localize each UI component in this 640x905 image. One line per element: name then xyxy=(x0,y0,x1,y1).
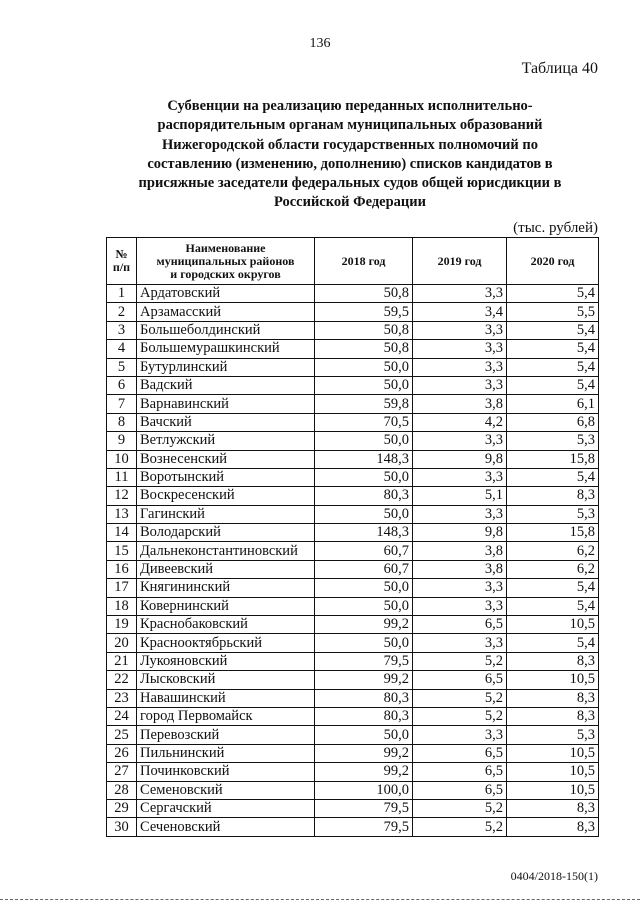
row-value-2020: 5,3 xyxy=(507,505,599,523)
row-name: Навашинский xyxy=(137,689,315,707)
title-line: Субвенции на реализацию переданных исполнительно- xyxy=(167,98,533,114)
table-row xyxy=(107,616,599,634)
table-row xyxy=(107,376,599,394)
table-row xyxy=(107,285,599,303)
row-name: Арзамасский xyxy=(137,303,315,321)
row-value-2018: 99,2 xyxy=(315,671,413,689)
table-row xyxy=(107,763,599,781)
table-row xyxy=(107,579,599,597)
row-value-2020: 6,2 xyxy=(507,560,599,578)
row-value-2018: 50,0 xyxy=(315,634,413,652)
header-number-line: п/п xyxy=(112,260,131,274)
table-row xyxy=(107,358,599,376)
table-row xyxy=(107,321,599,339)
row-value-2018: 50,0 xyxy=(315,597,413,615)
row-value-2018: 59,8 xyxy=(315,395,413,413)
header-number xyxy=(107,238,137,285)
row-value-2019: 3,3 xyxy=(413,358,507,376)
row-number: 7 xyxy=(107,395,137,413)
table-row xyxy=(107,395,599,413)
row-name: Дальнеконстантиновский xyxy=(137,542,315,560)
row-value-2018: 79,5 xyxy=(315,652,413,670)
row-number: 26 xyxy=(107,744,137,762)
row-value-2018: 148,3 xyxy=(315,524,413,542)
row-name: Сеченовский xyxy=(137,818,315,836)
row-value-2019: 3,4 xyxy=(413,303,507,321)
row-number: 16 xyxy=(107,560,137,578)
row-value-2020: 15,8 xyxy=(507,450,599,468)
row-number: 23 xyxy=(107,689,137,707)
row-value-2019: 3,3 xyxy=(413,468,507,486)
row-number: 14 xyxy=(107,524,137,542)
row-value-2019: 5,1 xyxy=(413,487,507,505)
header-2020: 2020 год xyxy=(507,238,599,285)
row-value-2020: 5,4 xyxy=(507,358,599,376)
document-title xyxy=(110,97,590,213)
header-number-line: № xyxy=(115,247,128,261)
row-value-2018: 100,0 xyxy=(315,781,413,799)
row-value-2018: 79,5 xyxy=(315,818,413,836)
row-value-2020: 5,4 xyxy=(507,321,599,339)
row-value-2018: 60,7 xyxy=(315,542,413,560)
table-row xyxy=(107,726,599,744)
row-number: 17 xyxy=(107,579,137,597)
header-2018: 2018 год xyxy=(315,238,413,285)
table-header-row xyxy=(107,238,599,285)
row-value-2020: 5,4 xyxy=(507,579,599,597)
row-value-2018: 50,0 xyxy=(315,376,413,394)
row-number: 4 xyxy=(107,340,137,358)
header-2019: 2019 год xyxy=(413,238,507,285)
row-value-2018: 50,8 xyxy=(315,340,413,358)
header-name-line: муниципальных районов xyxy=(156,253,295,268)
row-value-2019: 5,2 xyxy=(413,799,507,817)
units-label: (тыс. рублей) xyxy=(513,220,598,236)
row-value-2018: 80,3 xyxy=(315,689,413,707)
table-row xyxy=(107,524,599,542)
row-name: Лысковский xyxy=(137,671,315,689)
row-value-2020: 5,4 xyxy=(507,634,599,652)
row-value-2018: 99,2 xyxy=(315,616,413,634)
table-row xyxy=(107,818,599,836)
row-value-2019: 3,3 xyxy=(413,376,507,394)
row-number: 15 xyxy=(107,542,137,560)
row-value-2019: 6,5 xyxy=(413,781,507,799)
row-value-2019: 3,3 xyxy=(413,634,507,652)
table-row xyxy=(107,303,599,321)
row-value-2019: 6,5 xyxy=(413,671,507,689)
row-number: 13 xyxy=(107,505,137,523)
row-number: 24 xyxy=(107,707,137,725)
row-value-2020: 6,2 xyxy=(507,542,599,560)
row-value-2019: 4,2 xyxy=(413,413,507,431)
row-value-2019: 3,3 xyxy=(413,505,507,523)
row-value-2019: 3,8 xyxy=(413,542,507,560)
row-value-2018: 59,5 xyxy=(315,303,413,321)
row-name: Пильнинский xyxy=(137,744,315,762)
row-name: Починковский xyxy=(137,763,315,781)
row-number: 21 xyxy=(107,652,137,670)
row-value-2019: 6,5 xyxy=(413,616,507,634)
row-value-2018: 50,8 xyxy=(315,285,413,303)
row-value-2018: 50,0 xyxy=(315,432,413,450)
row-value-2018: 50,8 xyxy=(315,321,413,339)
title-line: составлению (изменению, дополнению) списков кандидатов в xyxy=(147,155,553,172)
row-number: 10 xyxy=(107,450,137,468)
row-value-2019: 3,8 xyxy=(413,395,507,413)
row-value-2018: 70,5 xyxy=(315,413,413,431)
row-value-2018: 80,3 xyxy=(315,487,413,505)
row-value-2020: 10,5 xyxy=(507,744,599,762)
row-value-2018: 148,3 xyxy=(315,450,413,468)
row-value-2019: 3,3 xyxy=(413,321,507,339)
row-number: 29 xyxy=(107,799,137,817)
row-name: Ветлужский xyxy=(137,432,315,450)
row-name: Ковернинский xyxy=(137,597,315,615)
row-value-2020: 10,5 xyxy=(507,781,599,799)
table-row xyxy=(107,505,599,523)
row-value-2018: 99,2 xyxy=(315,744,413,762)
row-name: Перевозский xyxy=(137,726,315,744)
row-value-2019: 3,3 xyxy=(413,597,507,615)
table-row xyxy=(107,597,599,615)
row-value-2020: 8,3 xyxy=(507,818,599,836)
row-value-2019: 3,3 xyxy=(413,340,507,358)
row-value-2020: 5,4 xyxy=(507,597,599,615)
row-name: Вачский xyxy=(137,413,315,431)
row-value-2019: 3,3 xyxy=(413,432,507,450)
row-value-2019: 9,8 xyxy=(413,450,507,468)
row-value-2018: 50,0 xyxy=(315,579,413,597)
row-value-2018: 79,5 xyxy=(315,799,413,817)
table-row xyxy=(107,799,599,817)
document-code: 0404/2018-150(1) xyxy=(510,869,598,883)
row-value-2018: 50,0 xyxy=(315,468,413,486)
row-name: Княгининский xyxy=(137,579,315,597)
table-row xyxy=(107,689,599,707)
row-value-2020: 10,5 xyxy=(507,671,599,689)
row-value-2020: 6,1 xyxy=(507,395,599,413)
table-row xyxy=(107,634,599,652)
row-value-2020: 5,4 xyxy=(507,376,599,394)
row-name: Сергачский xyxy=(137,799,315,817)
row-number: 8 xyxy=(107,413,137,431)
row-number: 6 xyxy=(107,376,137,394)
row-value-2020: 5,4 xyxy=(507,285,599,303)
row-value-2019: 6,5 xyxy=(413,763,507,781)
row-number: 19 xyxy=(107,616,137,634)
row-value-2018: 60,7 xyxy=(315,560,413,578)
row-value-2019: 5,2 xyxy=(413,818,507,836)
row-value-2019: 5,2 xyxy=(413,707,507,725)
row-value-2018: 99,2 xyxy=(315,763,413,781)
row-name: Краснобаковский xyxy=(137,616,315,634)
row-name: Володарский xyxy=(137,524,315,542)
table-row xyxy=(107,671,599,689)
row-number: 30 xyxy=(107,818,137,836)
row-value-2020: 5,5 xyxy=(507,303,599,321)
row-name: Варнавинский xyxy=(137,395,315,413)
row-value-2019: 5,2 xyxy=(413,689,507,707)
table-row xyxy=(107,652,599,670)
row-value-2020: 8,3 xyxy=(507,487,599,505)
row-number: 20 xyxy=(107,634,137,652)
header-name-line: Наименование xyxy=(185,240,266,255)
row-value-2020: 5,3 xyxy=(507,432,599,450)
row-number: 28 xyxy=(107,781,137,799)
row-value-2020: 8,3 xyxy=(507,652,599,670)
row-value-2019: 3,3 xyxy=(413,579,507,597)
row-value-2020: 5,4 xyxy=(507,468,599,486)
row-value-2020: 8,3 xyxy=(507,707,599,725)
table-row xyxy=(107,707,599,725)
row-name: Воскресенский xyxy=(137,487,315,505)
row-name: Воротынский xyxy=(137,468,315,486)
subventions-table xyxy=(106,237,599,837)
table-row xyxy=(107,560,599,578)
table-row xyxy=(107,744,599,762)
row-value-2018: 50,0 xyxy=(315,358,413,376)
table-row xyxy=(107,487,599,505)
row-number: 22 xyxy=(107,671,137,689)
row-value-2019: 5,2 xyxy=(413,652,507,670)
row-value-2020: 6,8 xyxy=(507,413,599,431)
row-value-2019: 6,5 xyxy=(413,744,507,762)
table-row xyxy=(107,542,599,560)
row-value-2018: 50,0 xyxy=(315,505,413,523)
row-number: 18 xyxy=(107,597,137,615)
row-number: 12 xyxy=(107,487,137,505)
row-name: Семеновский xyxy=(137,781,315,799)
row-value-2020: 5,4 xyxy=(507,340,599,358)
row-value-2020: 8,3 xyxy=(507,689,599,707)
row-value-2020: 15,8 xyxy=(507,524,599,542)
row-name: город Первомайск xyxy=(137,707,315,725)
bottom-divider xyxy=(0,899,640,900)
row-number: 11 xyxy=(107,468,137,486)
row-value-2020: 8,3 xyxy=(507,799,599,817)
row-name: Краснооктябрьский xyxy=(137,634,315,652)
row-name: Вознесенский xyxy=(137,450,315,468)
table-row xyxy=(107,450,599,468)
row-number: 27 xyxy=(107,763,137,781)
row-number: 1 xyxy=(107,285,137,303)
row-name: Ардатовский xyxy=(137,285,315,303)
row-name: Бутурлинский xyxy=(137,358,315,376)
row-value-2019: 3,3 xyxy=(413,726,507,744)
table-row xyxy=(107,340,599,358)
row-name: Большеболдинский xyxy=(137,321,315,339)
row-value-2019: 3,3 xyxy=(413,285,507,303)
row-name: Дивеевский xyxy=(137,560,315,578)
row-name: Лукояновский xyxy=(137,652,315,670)
table-row xyxy=(107,432,599,450)
row-number: 25 xyxy=(107,726,137,744)
page-number: 136 xyxy=(309,36,331,51)
row-value-2020: 10,5 xyxy=(507,763,599,781)
row-value-2019: 9,8 xyxy=(413,524,507,542)
title-line: Российской Федерации xyxy=(273,194,426,211)
table-row xyxy=(107,413,599,431)
row-number: 2 xyxy=(107,303,137,321)
title-line: присяжные заседатели федеральных судов общей юрисдикции в xyxy=(138,175,562,192)
title-line: распорядительным органам муниципальных образований xyxy=(157,117,543,134)
header-name-line: и городских округов xyxy=(170,266,281,281)
table-label: Таблица 40 xyxy=(521,60,598,77)
row-name: Большемурашкинский xyxy=(137,340,315,358)
row-number: 3 xyxy=(107,321,137,339)
row-value-2020: 5,3 xyxy=(507,726,599,744)
row-number: 9 xyxy=(107,432,137,450)
row-value-2018: 50,0 xyxy=(315,726,413,744)
row-name: Гагинский xyxy=(137,505,315,523)
table-row xyxy=(107,781,599,799)
header-name xyxy=(137,238,315,285)
row-name: Вадский xyxy=(137,376,315,394)
row-value-2019: 3,8 xyxy=(413,560,507,578)
title-line: Нижегородской области государственных полномочий по xyxy=(162,136,538,153)
table-row xyxy=(107,468,599,486)
row-value-2018: 80,3 xyxy=(315,707,413,725)
row-number: 5 xyxy=(107,358,137,376)
row-value-2020: 10,5 xyxy=(507,616,599,634)
